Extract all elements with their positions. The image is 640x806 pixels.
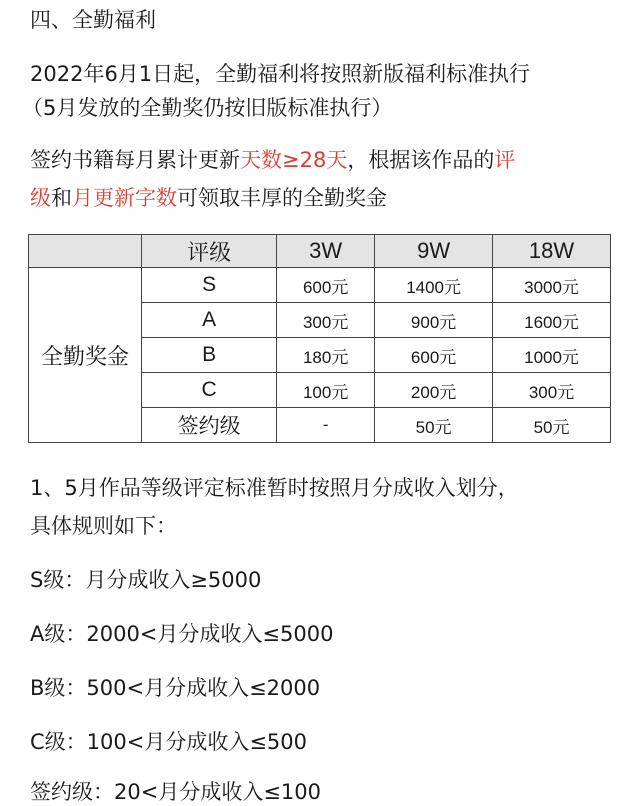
cell-3w: 300元 [277,303,375,338]
rule-a: A级：2000<月分成收入≤5000 [30,622,334,646]
rule-s: S级：月分成收入≥5000 [30,568,262,592]
cell-9w: 900元 [375,303,493,338]
cell-3w: - [277,408,375,443]
cell-9w: 200元 [375,373,493,408]
sign-highlight-ji: 级 [30,186,51,210]
header-blank [29,235,142,268]
sign-highlight-days: 天数≥28天 [240,148,348,172]
sign-text-4: 可领取丰厚的全勤奖金 [177,186,387,210]
cell-9w: 50元 [375,408,493,443]
sign-text-3: 和 [51,186,72,210]
section-title: 四、全勤福利 [30,8,156,32]
sign-text-1: 签约书籍每月累计更新 [30,148,240,172]
rules-intro-line-2: 具体规则如下： [30,514,177,538]
table-row [29,268,611,303]
rule-c: C级：100<月分成收入≤500 [30,730,308,754]
sign-paragraph-line-1 [30,144,515,174]
cell-grade: A [142,303,277,338]
sign-highlight-ping: 评 [494,148,516,172]
cell-18w: 1600元 [493,303,611,338]
cell-3w: 180元 [277,338,375,373]
sign-highlight-words: 月更新字数 [72,186,177,210]
row-label-bonus: 全勤奖金 [29,268,142,443]
cell-18w: 300元 [493,373,611,408]
cell-18w: 1000元 [493,338,611,373]
header-18w: 18W [493,235,611,268]
cell-grade: S [142,268,277,303]
cell-9w: 600元 [375,338,493,373]
cell-3w: 600元 [277,268,375,303]
rules-intro-line-1: 1、5月作品等级评定标准暂时按照月分成收入划分， [30,476,519,500]
cell-18w: 50元 [493,408,611,443]
cell-grade: C [142,373,277,408]
header-9w: 9W [375,235,493,268]
cell-grade: 签约级 [142,408,277,443]
intro-line-2: （5月发放的全勤奖仍按旧版标准执行） [22,96,393,120]
cell-grade: B [142,338,277,373]
rule-b: B级：500<月分成收入≤2000 [30,676,321,700]
bonus-table [28,234,611,443]
cell-3w: 100元 [277,373,375,408]
sign-text-2: ，根据该作品的 [347,148,495,172]
intro-line-1: 2022年6月1日起，全勤福利将按照新版福利标准执行 [30,62,531,86]
sign-paragraph-line-2 [30,182,387,212]
cell-18w: 3000元 [493,268,611,303]
rule-signed: 签约级：20<月分成收入≤100 [30,780,321,804]
table-header-row [29,235,611,268]
header-3w: 3W [277,235,375,268]
header-grade: 评级 [142,235,277,268]
cell-9w: 1400元 [375,268,493,303]
